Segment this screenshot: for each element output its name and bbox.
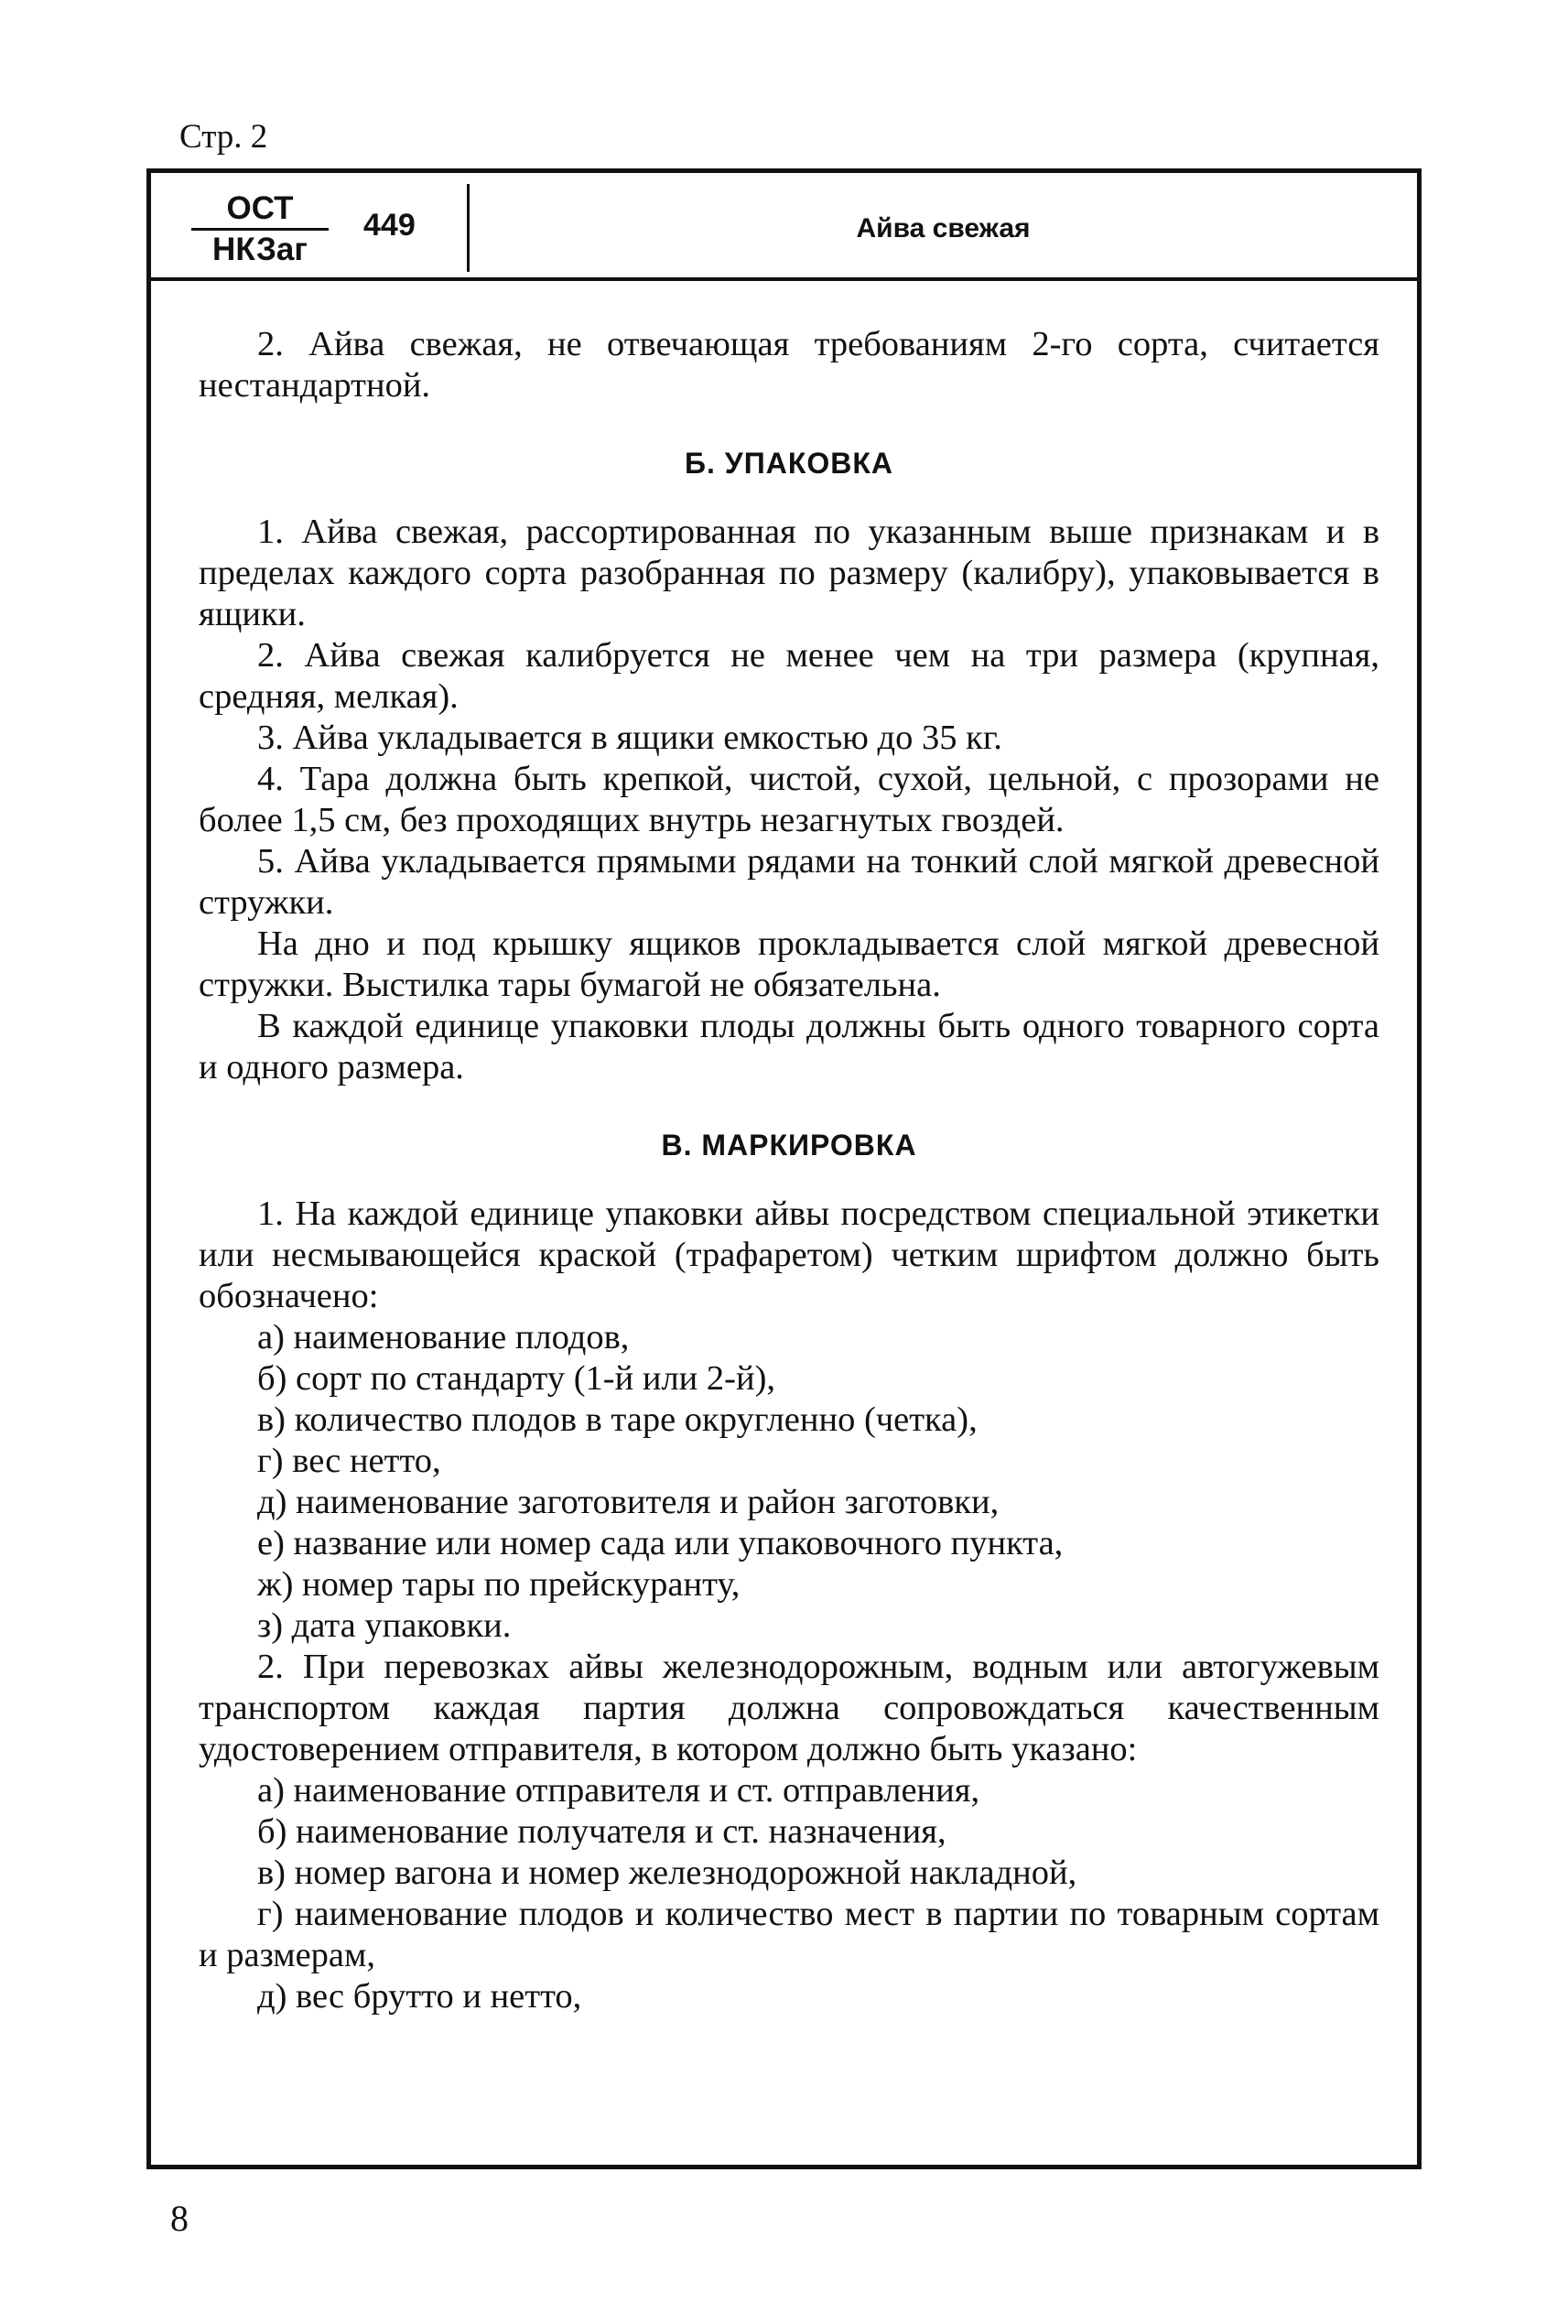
- document-frame: [146, 168, 1422, 2169]
- transport-list-item: д) вес брутто и нетто,: [257, 1977, 582, 2016]
- ost-label: ОСТ: [191, 189, 329, 231]
- transport-list-item: в) номер вагона и номер железнодорожной накладной,: [257, 1854, 1077, 1892]
- marking-paragraph: 1. На каждой единице упаковки айвы посредством специальной этикетки или несмывающейся краской (трафаретом) четким шрифтом должно быть обозначено:: [199, 1194, 1379, 1315]
- packaging-paragraph: 5. Айва укладывается прямыми рядами на тонкий слой мягкой древесной стружки.: [199, 842, 1379, 922]
- marking-list-item: з) дата упаковки.: [257, 1606, 512, 1645]
- marking-list-item: г) вес нетто,: [257, 1442, 441, 1480]
- transport-list-item: а) наименование отправителя и ст. отправления,: [257, 1771, 980, 1810]
- transport-list-item: б) наименование получателя и ст. назначения,: [257, 1812, 946, 1851]
- packaging-paragraph: 1. Айва свежая, рассортированная по указанным выше признакам и в пределах каждого сорта разобранная по размеру (калибру), упаковывается в ящики.: [199, 513, 1379, 633]
- intro-paragraph: 2. Айва свежая, не отвечающая требованиям 2-го сорта, считается нестандартной.: [199, 325, 1379, 405]
- transport-list-item: г) наименование плодов и количество мест в партии по товарным сортам и размерам,: [199, 1895, 1379, 1974]
- marking-list-item: д) наименование заготовителя и район заготовки,: [257, 1483, 1000, 1521]
- transport-paragraph: 2. При перевозках айвы железнодорожным, водным или автогужевым транспортом каждая партия должна сопровождаться качественным удостоверением отправителя, в котором должно быть указано:: [199, 1648, 1379, 1768]
- page-number: 8: [170, 2198, 189, 2239]
- document-body: [199, 324, 1379, 2017]
- marking-list-item: б) сорт по стандарту (1-й или 2-й),: [257, 1359, 776, 1398]
- page-label: Стр. 2: [179, 118, 268, 156]
- packaging-paragraph: 2. Айва свежая калибруется не менее чем на три размера (крупная, средняя, мелкая).: [199, 636, 1379, 716]
- standard-header: [151, 173, 1417, 281]
- section-heading-packaging: Б. УПАКОВКА: [685, 447, 893, 480]
- ost-designation: [191, 189, 329, 269]
- ost-number: 449: [363, 208, 416, 243]
- ost-agency: НКЗаг: [212, 232, 308, 267]
- section-heading-marking: В. МАРКИРОВКА: [661, 1129, 917, 1162]
- marking-list-item: а) наименование плодов,: [257, 1318, 630, 1357]
- marking-list-item: е) название или номер сада или упаковочного пункта,: [257, 1524, 1064, 1562]
- document-title: Айва свежая: [856, 213, 1031, 243]
- packaging-paragraph: 4. Тара должна быть крепкой, чистой, сухой, цельной, с прозорами не более 1,5 см, без проходящих внутрь незагнутых гвоздей.: [199, 760, 1379, 839]
- marking-list-item: в) количество плодов в таре округленно (четка),: [257, 1400, 978, 1439]
- packaging-paragraph: На дно и под крышку ящиков прокладывается слой мягкой древесной стружки. Выстилка тары бумагой не обязательна.: [199, 924, 1379, 1004]
- packaging-paragraph: 3. Айва укладывается в ящики емкостью до 35 кг.: [257, 719, 1002, 757]
- marking-list-item: ж) номер тары по прейскуранту,: [257, 1565, 741, 1604]
- packaging-paragraph: В каждой единице упаковки плоды должны быть одного товарного сорта и одного размера.: [199, 1007, 1379, 1086]
